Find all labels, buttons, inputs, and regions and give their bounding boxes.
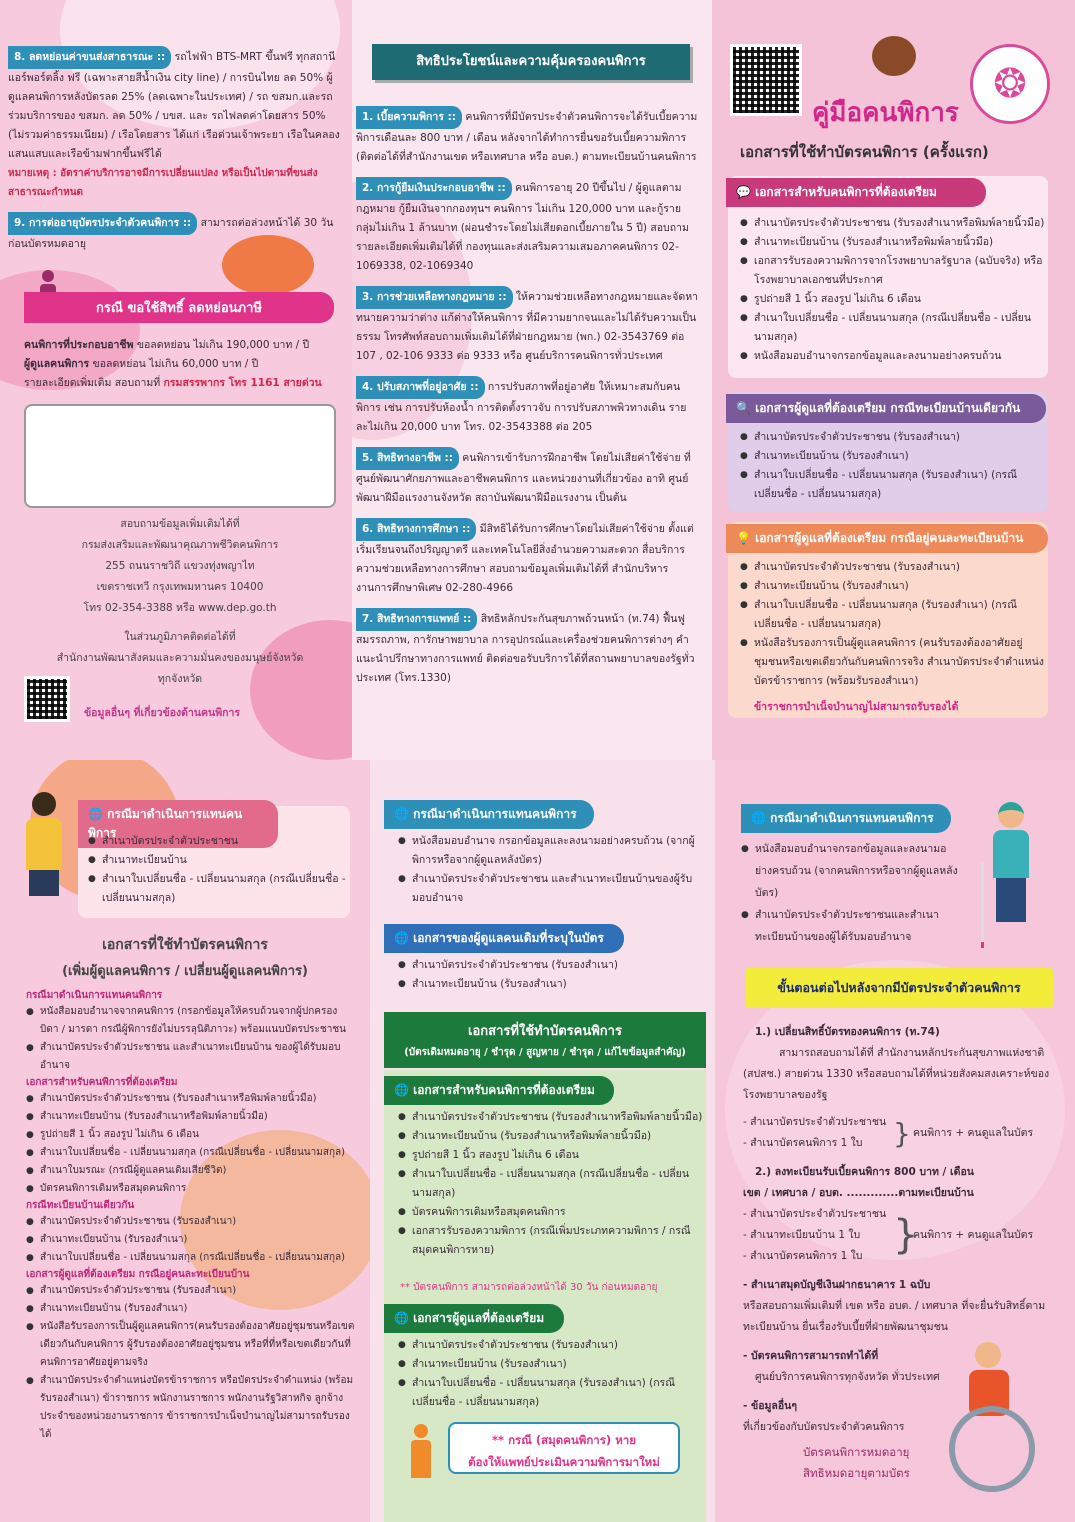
caregiver-same-label: เอกสารผู้ดูแลที่ต้องเตรียม กรณีทะเบียนบ้านเดียวกัน: [755, 401, 1021, 415]
list-item: ● สำเนาบัตรประจำตัวประชาชน (รับรองสำเนา): [26, 1282, 356, 1300]
old-caregiver-list: [398, 956, 708, 994]
list-item: ● สำเนาบัตรประจำตัวประชาชน (รับรองสำเนา): [398, 1336, 704, 1355]
tax-value: ขอลดหย่อน ไม่เกิน 60,000 บาท / ปี: [92, 358, 259, 370]
list-item: ● หนังสือมอบอำนาจจากคนพิการ (กรอกข้อมูลให้ครบถ้วนจากผู้ปกครอง บิดา / มารดา กรณีผู้พิการยังไม่บรรลุนิติภาวะ) พร้อมแนบบัตรประชาชน: [26, 1003, 356, 1039]
list-item: ● รูปถ่ายสี 1 นิ้ว สองรูป ไม่เกิน 6 เดือน: [398, 1146, 704, 1165]
benefit-title: 6. สิทธิทางการศึกษา ::: [356, 518, 476, 541]
section-transport: [8, 46, 340, 202]
person-illustration-icon: [18, 792, 70, 902]
list-item: ● สำเนาทะเบียนบ้าน (รับรองสำเนา): [398, 975, 708, 994]
benefit-item: [356, 286, 698, 366]
list-item: ● สำเนาบัตรประจำตัวประชาชน และสำเนาทะเบียนบ้าน ของผู้ได้รับมอบอำนาจ: [26, 1039, 356, 1075]
list-item: ● สำเนาใบเปลี่ยนชื่อ - เปลี่ยนนามสกุล (กรณีเปลี่ยนชื่อ - เปลี่ยนนามสกุล): [740, 309, 1046, 347]
benefit-title: 1. เบี้ยความพิการ ::: [356, 106, 462, 129]
list-item: ● สำเนาบัตรประจำตัวประชาชน (รับรองสำเนา): [740, 558, 1046, 577]
proxy-list: [398, 832, 708, 908]
section-text: รถไฟฟ้า BTS-MRT ขึ้นฟรี ทุกสถานี แอร์พอร์ตลิ้ง ฟรี (เฉพาะสายสีน้ำเงิน city line) / การบินไทย ลด 50% ผู้ดูแลคนพิการหลังบัตรลด 25% (ลดเฉพาะในประเทศ) / รถ ขสมก.และรถร่วมบริการของ ขสมก. ลด 50% / บขส. และ รถไฟลดค่าโดยสาร 50% (ไม่รวมค่าธรรมเนียม) / เรือโดยสาร ได้แก่ เรือด่วนเจ้าพระยา เรือในคลองแสนแสบและเรือข้ามฟากขึ้นฟรีได้: [8, 51, 340, 160]
renew-banner: [384, 1012, 706, 1068]
list-item: ● สำเนาบัตรประจำตัวประชาชน (รับรองสำเนา): [740, 428, 1046, 447]
card-title: - บัตรคนพิการสามารถทำได้ที่: [743, 1350, 879, 1362]
contact-line: โทร 02-354-3388 หรือ www.dep.go.th: [83, 602, 277, 614]
person-cane-illustration-icon: [971, 802, 1051, 950]
section-renewal: [8, 212, 340, 254]
doc-line: - สำเนาบัตรประจำตัวประชาชน: [743, 1208, 887, 1220]
caregiver-label: เอกสารผู้ดูแลที่ต้องเตรียม: [413, 1311, 545, 1325]
benefits-title: สิทธิประโยชน์และความคุ้มครองคนพิการ: [372, 44, 690, 80]
tax-label: ผู้ดูแลคนพิการ: [24, 358, 90, 370]
list-item: ● สำเนาทะเบียนบ้าน (รับรองสำเนา): [740, 577, 1046, 596]
tax-info: [24, 336, 344, 393]
panel-benefits: [352, 0, 712, 760]
list-item: ● สำเนาบัตรประจำตัวประชาชน (รับรองสำเนาหรือพิมพ์ลายนิ้วมือ): [398, 1108, 704, 1127]
tax-header: กรณี ขอใช้สิทธิ์ ลดหย่อนภาษี: [24, 292, 334, 323]
doc-target: คนพิการ + คนดูแลในบัตร: [913, 1126, 1034, 1139]
bank-title: - สำเนาสมุดบัญชีเงินฝากธนาคาร 1 ฉบับ: [743, 1279, 931, 1291]
benefit-text: สิทธิหลักประกันสุขภาพถ้วนหน้า (ท.74) ฟื้นฟูสมรรถภาพ, การักษาพยาบาล การอุปกรณ์และเครื่องช่วยคนพิการต่างๆ คำแนะนำปรึกษาทางการแพทย์ ติดต่อขอรับบริการได้ที่สถานพยาบาลของรัฐทั่วประเทศ (โทร.1330): [356, 613, 695, 684]
other-text: ที่เกี่ยวข้องกับบัตรประจำตัวคนพิการ: [743, 1421, 905, 1433]
list-item: ● สำเนาใบเปลี่ยนชื่อ - เปลี่ยนนามสกุล (กรณีเปลี่ยนชื่อ - เปลี่ยนนามสกุล): [398, 1165, 704, 1203]
section-title: 9. การต่ออายุบัตรประจำตัวคนพิการ ::: [8, 212, 197, 235]
page-title: คู่มือคนพิการ: [812, 98, 959, 128]
benefit-text: การปรับสภาพที่อยู่อาศัย ให้เหมาะสมกับคนพิการ เช่น การปรับห้องน้ำ การติดตั้งราวจับ การปรับสภาพพิวทางเดิน รายละไม่เกิน 20,000 บาท โทร. 02-3543388 ต่อ 205: [356, 381, 687, 433]
docs-header: [384, 1076, 614, 1105]
docs-header-label: เอกสารสำหรับคนพิการที่ต้องเตรียม: [755, 185, 937, 199]
section-subtitle: (เพิ่มผู้ดูแลคนพิการ / เปลี่ยนผู้ดูแลคนพิการ): [62, 964, 308, 979]
list-item: ● สำเนาใบเปลี่ยนชื่อ - เปลี่ยนนามสกุล (กรณีเปลี่ยนชื่อ - เปลี่ยนนามสกุล): [26, 1144, 356, 1162]
globe-icon: 🌐: [394, 1311, 414, 1325]
list-item: ● สำเนาบัตรประจำตัวประชาชน (รับรองสำเนาหรือพิมพ์ลายนิ้วมือ): [740, 214, 1046, 233]
benefit-title: 5. สิทธิทางอาชีพ ::: [356, 447, 459, 470]
docs-header: [726, 178, 986, 207]
card-text: ศูนย์บริการคนพิการทุกจังหวัด ทั่วประเทศ: [755, 1371, 940, 1383]
docs-header-label: เอกสารสำหรับคนพิการที่ต้องเตรียม: [413, 1083, 595, 1097]
qr-code-icon[interactable]: [24, 676, 70, 722]
globe-icon: 🌐: [88, 807, 108, 821]
list-item: ● สำเนาทะเบียนบ้าน (รับรองสำเนา): [26, 1300, 356, 1318]
renew-subtitle: (บัตรเดิมหมดอายุ / ชำรุด / สูญหาย / ชำรุด / แก้ไขข้อมูลสำคัญ): [404, 1047, 686, 1058]
subsection-title: เอกสารผู้ดูแลที่ต้องเตรียม กรณีอยู่คนละทะเบียนบ้าน: [26, 1269, 250, 1280]
step-docs: - สำเนาบัตรประจำตัวประชาชน - สำเนาบัตรคนพิการ 1 ใบ } คนพิการ + คนดูแลในบัตร: [743, 1112, 1061, 1154]
benefit-text: คนพิการเข้ารับการฝึกอาชีพ โดยไม่เสียค่าใช้จ่าย ที่ศูนย์พัฒนาศักยภาพและอาชีพคนพิการ และหน่วยงานที่เกี่ยวข้อง อาทิ ศูนย์พัฒนาฝีมือแรงงานจังหวัด สถาบันพัฒนาฝีมือแรงงาน เป็นต้น: [356, 452, 691, 504]
caregiver-diff-label: เอกสารผู้ดูแลที่ต้องเตรียม กรณีอยู่คนละทะเบียนบ้าน: [755, 531, 1024, 545]
proxy-label: กรณีมาดำเนินการแทนคนพิการ: [413, 807, 577, 821]
list-item: ● หนังสือรับรองการเป็นผู้ดูแลคนพิการ (คนรับรองต้องอาศัยอยู่ชุมชนหรือเขตเดียวกันกับคนพิการจริง สำเนาบัตรประจำตำแหน่งบัตรข้าราชการ (พร้อมรับรองสำเนา): [740, 634, 1046, 691]
caregiver-header: [384, 1304, 564, 1333]
globe-icon: 🌐: [394, 807, 414, 821]
list-item: ● สำเนาบัตรประจำตำแหน่งบัตรข้าราชการ หรือบัตรประจำตำแหน่ง (พร้อมรับรองสำเนา) ข้าราชการ พนักงานราชการ พนักงานรัฐวิสาหกิจ ลูกจ้างประจำของหน่วยงานราชการ ข้าราชการบำเน็จบำนาญไม่สามารถรับรองได้: [26, 1372, 356, 1444]
globe-icon: 🌐: [394, 931, 414, 945]
step-text: เขต / เทศบาล / อบต. .............ตามทะเบียนบ้าน: [743, 1187, 974, 1199]
search-icon: 🔍: [736, 401, 756, 415]
tax-hotline: กรมสรรพากร โทร 1161 สายด่วน: [163, 377, 322, 389]
proxy-label: กรณีมาดำเนินการแทนคนพิการ: [88, 807, 243, 840]
proxy-list: [741, 838, 961, 948]
contact-line: สอบถามข้อมูลเพิ่มเติมได้ที่: [120, 518, 240, 530]
list-item: ● สำเนาบัตรประจำตัวประชาชน (รับรองสำเนา): [26, 1213, 356, 1231]
list-item: ● สำเนาทะเบียนบ้าน (รับรองสำเนาหรือพิมพ์ลายนิ้วมือ): [26, 1108, 356, 1126]
globe-icon: 🌐: [751, 811, 771, 825]
list-item: ● บัตรคนพิการเดิมหรือสมุดคนพิการ: [26, 1180, 356, 1198]
page-subtitle: เอกสารที่ใช้ทำบัตรคนพิการ (ครั้งแรก): [740, 143, 989, 161]
renew-note: ** บัตรคนพิการ สามารถต่อล่วงหน้าได้ 30 วัน ก่อนหมดอายุ: [400, 1282, 658, 1293]
benefit-text: คนพิการอายุ 20 ปีขึ้นไป / ผู้ดูแลตามกฎหมาย กู้ยืมเงินจากกองทุนฯ คนพิการ ไม่เกิน 120,000 บาท และกู้รายกลุ่มไม่เกิน 1 ล้านบาท (ผ่อนชำระโดยไม่เสียดอกเบี้ยภายใน 5 ปี) สอบถามรายละเอียดเพิ่มเติมได้ที่ กองทุนและส่งเสริมความเสมอภาคคนพิการ 02-1069338, 02-1069340: [356, 182, 689, 272]
list-item: ● สำเนาใบเปลี่ยนชื่อ - เปลี่ยนนามสกุล (รับรองสำเนา) (กรณีเปลี่ยนชื่อ - เปลี่ยนนามสกุล): [398, 1374, 704, 1412]
list-item: ● หนังสือมอบอำนาจ กรอกข้อมูลและลงนามอย่างครบถ้วน (จากผู้พิการหรือจากผู้ดูแลหลังบัตร): [398, 832, 708, 870]
list-item: ● สำเนาทะเบียนบ้าน (รับรองสำเนาหรือพิมพ์ลายนิ้วมือ): [398, 1127, 704, 1146]
contact-info: [20, 514, 340, 690]
proxy-label: กรณีมาดำเนินการแทนคนพิการ: [770, 811, 934, 825]
chat-icon: 💬: [736, 185, 756, 199]
step-docs: - สำเนาบัตรประจำตัวประชาชน - สำเนาทะเบียนบ้าน 1 ใบ - สำเนาบัตรคนพิการ 1 ใบ } คนพิการ + คนดูแลในบัตร: [743, 1204, 1061, 1267]
contact-line: เขตราชเทวี กรุงเทพมหานคร 10400: [96, 581, 264, 593]
tax-value: ขอลดหย่อน ไม่เกิน 190,000 บาท / ปี: [136, 339, 310, 351]
list-item: ● สำเนาบัตรประจำตัวประชาชน: [88, 832, 346, 851]
list-item: ● หนังสือมอบอำนาจกรอกข้อมูลและลงนามอย่างครบถ้วน: [740, 347, 1046, 366]
panel-add-caregiver: [0, 760, 370, 1522]
list-item: ● สำเนาใบเปลี่ยนชื่อ - เปลี่ยนนามสกุล (กรณีเปลี่ยนชื่อ - เปลี่ยนนามสกุล): [26, 1249, 356, 1267]
panel-transport-tax: [0, 0, 352, 760]
lightbulb-icon: 💡: [736, 531, 756, 545]
benefit-title: 2. การกู้ยืมเงินประกอบอาชีพ ::: [356, 177, 512, 200]
list-item: ● สำเนาบัตรประจำตัวประชาชน (รับรองสำเนา): [398, 956, 708, 975]
benefit-text: คนพิการที่มีบัตรประจำตัวคนพิการจะได้รับเบี้ยความพิการเดือนละ 800 บาท / เดือน หลังจากได้ทำการยื่นขอรับเบี้ยความพิการ (ติดต่อได้ที่สำนักงานเขต หรือเทศบาล หรือ อบต.) ตามทะเบียนบ้านคนพิการ: [356, 111, 698, 163]
benefit-title: 3. การช่วยเหลือทางกฎหมาย ::: [356, 286, 513, 309]
doc-line: - สำเนาบัตรคนพิการ 1 ใบ: [743, 1250, 863, 1262]
caregiver-diff-header: [726, 524, 1048, 553]
qr-label: ข้อมูลอื่นๆ ที่เกี่ยวข้องด้านคนพิการ: [84, 707, 241, 719]
doc-line: - สำเนาบัตรคนพิการ 1 ใบ: [743, 1137, 863, 1149]
doc-line: - สำเนาทะเบียนบ้าน 1 ใบ: [743, 1229, 861, 1241]
list-item: ● สำเนาใบมรณะ (กรณีผู้ดูแลคนเดิมเสียชีวิต): [26, 1162, 356, 1180]
old-caregiver-label: เอกสารของผู้ดูแลคนเดิมที่ระบุในบัตร: [413, 931, 604, 945]
benefit-item: [356, 376, 698, 437]
section-title: เอกสารที่ใช้ทำบัตรคนพิการ: [102, 937, 268, 953]
bank-text: หรือสอบถามเพิ่มเติมที่ เขต หรือ อบต. / เทศบาล ที่จะยื่นรับสิทธิ์ตามทะเบียนบ้าน ยื่นเรื่องรับเบี้ยที่ฝ่ายพัฒนาชุมชน: [743, 1300, 1046, 1333]
caregiver-same-list: [740, 428, 1046, 504]
list-item: ● สำเนาใบเปลี่ยนชื่อ - เปลี่ยนนามสกุล (รับรองสำเนา) (กรณีเปลี่ยนชื่อ - เปลี่ยนนามสกุล): [740, 596, 1046, 634]
benefit-text: ให้ความช่วยเหลือทางกฎหมายและจัดหาทนายความว่าต่าง แก้ต่างให้คนพิการ ที่มีความยากจนและไม่ได้รับความเป็นธรรม โทรศัพท์สอบถามเพิ่มเติมได้ที่ฝ่ายกฎหมาย (พก.) 02-3543769 ต่อ 107 , 02-106 9333 ต่อ 9333 หรือ ศูนย์บริการคนพิการทั่วประเทศ: [356, 291, 699, 362]
old-caregiver-header: [384, 924, 624, 953]
caregiver-list: [398, 1336, 704, 1412]
panel-renew-card: [370, 760, 715, 1522]
lost-book-box: [448, 1422, 680, 1474]
benefit-item: [356, 177, 698, 276]
tax-label: คนพิการที่ประกอบอาชีพ: [24, 339, 134, 351]
list-item: ● สำเนาบัตรประจำตัวประชาชน (รับรองสำเนาหรือพิมพ์ลายนิ้วมือ): [26, 1090, 356, 1108]
panel-next-steps: [715, 760, 1075, 1522]
list-item: ● สำเนาบัตรประจำตัวประชาชน และสำเนาทะเบียนบ้านของผู้รับมอบอำนาจ: [398, 870, 708, 908]
caregiver-same-header: [726, 394, 1046, 423]
next-steps-title: ขั้นตอนต่อไปหลังจากมีบัตรประจำตัวคนพิการ: [745, 968, 1053, 1008]
panel-first-card: [712, 0, 1075, 760]
ministry-seal-icon: ❂: [970, 44, 1050, 124]
list-item: ● บัตรคนพิการเดิมหรือสมุดคนพิการ: [398, 1203, 704, 1222]
decor-blob: [872, 36, 916, 76]
benefit-text: มีสิทธิได้รับการศึกษาโดยไม่เสียค่าใช้จ่าย ตั้งแต่เริ่มเรียนจนถึงปริญญาตรี และเทคโนโลยีสิ่งอำนวยความสะดวก สื่อบริการความช่วยเหลือทางการศึกษา สอบถามข้อมูลเพิ่มเติมได้ที่ สำนักบริหารงานการศึกษาพิเศษ 02-280-4966: [356, 523, 694, 594]
list-item: ● รูปถ่ายสี 1 นิ้ว สองรูป ไม่เกิน 6 เดือน: [740, 290, 1046, 309]
list-item: ● สำเนาใบเปลี่ยนชื่อ - เปลี่ยนนามสกุล (รับรองสำเนา) (กรณีเปลี่ยนชื่อ - เปลี่ยนนามสกุล): [740, 466, 1046, 504]
add-caregiver-content: [26, 988, 356, 1444]
list-item: ● สำเนาบัตรประจำตัวประชาชนและสำเนาทะเบียนบ้านของผู้ได้รับมอบอำนาจ: [741, 904, 961, 948]
list-item: ● สำเนาทะเบียนบ้าน (รับรองสำเนา): [398, 1355, 704, 1374]
list-item: ● สำเนาทะเบียนบ้าน (รับรองสำเนา): [740, 447, 1046, 466]
subsection-title: เอกสารสำหรับคนพิการที่ต้องเตรียม: [26, 1077, 178, 1088]
benefit-item: [356, 106, 698, 167]
list-item: ● เอกสารรับรองความพิการจากโรงพยาบาลรัฐบาล (ฉบับจริง) หรือ โรงพยาบาลเอกชนที่ประกาศ: [740, 252, 1046, 290]
section-title: 8. ลดหย่อนค่าขนส่งสาธารณะ ::: [8, 46, 171, 69]
benefit-list: [356, 106, 698, 688]
list-item: ● สำเนาทะเบียนบ้าน (รับรองสำเนา): [26, 1231, 356, 1249]
doc-target: คนพิการ + คนดูแลในบัตร: [913, 1229, 1034, 1241]
caregiver-diff-list: [740, 558, 1046, 691]
step-title: 2.) ลงทะเบียนรับเบี้ยคนพิการ 800 บาท / เดือน: [755, 1166, 974, 1178]
proxy-header: [741, 804, 951, 833]
tax-contact: รายละเอียดเพิ่มเติม สอบถามที่: [24, 377, 161, 389]
proxy-header: [384, 800, 594, 829]
blank-box: [24, 404, 336, 508]
lost-book-title: ** กรณี (สมุดคนพิการ) หาย: [492, 1433, 636, 1447]
step-title: 1.) เปลี่ยนสิทธิ์บัตรทองคนพิการ (ท.74): [755, 1026, 940, 1038]
list-item: ● สำเนาทะเบียนบ้าน: [88, 851, 346, 870]
contact-line: กรมส่งเสริมและพัฒนาคุณภาพชีวิตคนพิการ: [81, 539, 279, 551]
faq-item: สิทธิหมดอายุตามบัตร: [803, 1466, 910, 1480]
proxy-list: [88, 832, 346, 908]
contact-line: สำนักงานพัฒนาสังคมและความมั่นคงของมนุษย์จังหวัด: [56, 652, 304, 664]
note: หมายเหตุ : อัตราค่าบริการอาจมีการเปลี่ยนแปลง หรือเป็นไปตามที่ขนส่งสาธารณะกำหนด: [8, 168, 318, 198]
list-item: ● สำเนาทะเบียนบ้าน (รับรองสำเนาหรือพิมพ์ลายนิ้วมือ): [740, 233, 1046, 252]
list-item: ● หนังสือรับรองการเป็นผู้ดูแลคนพิการ(คนรับรองต้องอาศัยอยู่ชุมชนหรือเขตเดียวกันกับคนพิการ ผู้รับรองต้องอาศัยอยู่ชุมชน หรือที่ที่หรือเขตเดียวกันที่คนพิการอาศัยอยู่ตามจริง: [26, 1318, 356, 1372]
wheelchair-illustration-icon: [935, 1342, 1055, 1492]
list-item: ● หนังสือมอบอำนาจกรอกข้อมูลและลงนามอย่างครบถ้วน (จากคนพิการหรือจากผู้ดูแลหลังบัตร): [741, 838, 961, 904]
faq-item: บัตรคนพิการหมดอายุ: [803, 1445, 910, 1459]
docs-list: [740, 214, 1046, 366]
benefit-item: [356, 518, 698, 598]
warning-note: ข้าราชการบำเน็จบำนาญไม่สามารถรับรองได้: [754, 701, 959, 713]
contact-line: 255 ถนนราชวิถี แขวงทุ่งพญาไท: [105, 560, 255, 572]
step-text: สามารถสอบถามได้ที่ สำนักงานหลักประกันสุขภาพแห่งชาติ (สปสช.) สายด่วน 1330 หรือสอบถามได้ที่หน่วยสังคมสงเคราะห์ของโรงพยาบาลของรัฐ: [743, 1047, 1050, 1101]
lost-book-text: ต้องให้แพทย์ประเมินความพิการมาใหม่: [468, 1455, 660, 1469]
qr-code-icon[interactable]: [730, 44, 802, 116]
other-title: - ข้อมูลอื่นๆ: [743, 1400, 797, 1412]
subsection-title: กรณีทะเบียนบ้านเดียวกัน: [26, 1200, 135, 1211]
section-text: สามารถต่อล่วงหน้าได้ 30 วัน ก่อนบัตรหมดอายุ: [8, 217, 334, 250]
subsection-title: กรณีมาดำเนินการแทนคนพิการ: [26, 990, 163, 1001]
list-item: ● รูปถ่ายสี 1 นิ้ว สองรูป ไม่เกิน 6 เดือน: [26, 1126, 356, 1144]
list-item: ● เอกสารรับรองความพิการ (กรณีเพิ่มประเภทความพิการ / กรณีสมุดคนพิการหาย): [398, 1222, 704, 1260]
benefit-title: 4. ปรับสภาพที่อยู่อาศัย ::: [356, 376, 485, 399]
doc-line: - สำเนาบัตรประจำตัวประชาชน: [743, 1116, 887, 1128]
person-icon: [410, 1424, 432, 1480]
docs-list: [398, 1108, 704, 1260]
contact-line: ในส่วนภูมิภาคติดต่อได้ที่: [124, 631, 236, 643]
benefit-item: [356, 447, 698, 508]
benefit-item: [356, 608, 698, 688]
globe-icon: 🌐: [394, 1083, 414, 1097]
contact-line: ทุกจังหวัด: [157, 673, 203, 685]
benefit-title: 7. สิทธิทางการแพทย์ ::: [356, 608, 477, 631]
renew-title: เอกสารที่ใช้ทำบัตรคนพิการ: [468, 1024, 622, 1039]
list-item: ● สำเนาใบเปลี่ยนชื่อ - เปลี่ยนนามสกุล (กรณีเปลี่ยนชื่อ - เปลี่ยนนามสกุล): [88, 870, 346, 908]
